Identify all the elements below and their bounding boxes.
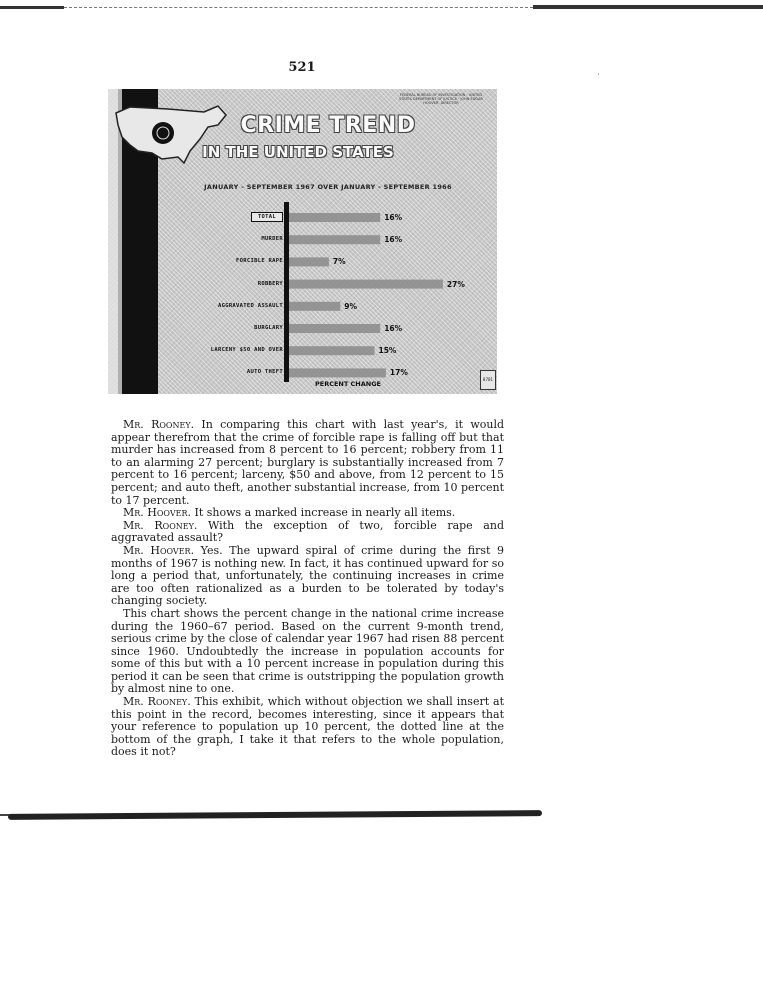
- bottom-rule: [8, 810, 542, 820]
- x-axis-label: PERCENT CHANGE: [314, 380, 381, 388]
- bar-forcible-rape: [289, 257, 329, 266]
- speaker-name: Mr. Rooney.: [123, 418, 195, 431]
- bar-burglary: [289, 324, 380, 333]
- value-label: 16%: [384, 235, 403, 245]
- bar-aggravated-assault: [289, 302, 340, 311]
- bar-robbery: [289, 280, 443, 289]
- category-label: ROBBERY: [257, 280, 283, 287]
- category-label: AUTO THEFT: [246, 369, 283, 376]
- value-label: 7%: [332, 257, 346, 267]
- category-label: TOTAL: [168, 214, 283, 220]
- top-rule: [0, 6, 64, 9]
- chart-axis: [284, 202, 289, 382]
- transcript-paragraph: This chart shows the percent change in the national crime increase during the 1960–67 period. Based on the current 9-month trend, serious crime by the close of calendar year 1967 had risen 88 percent since 1960. Undoubtedly the increase in population accounts for some of this but with a 10 percent increase in population during this period it can be seen that crime is outstripping the population growth by almost nine to one.: [111, 606, 504, 696]
- speaker-name: Mr. Hoover.: [123, 543, 195, 557]
- scan-speck: ·: [597, 70, 600, 80]
- transcript-paragraph: Mr. Hoover. Yes. The upward spiral of crime during the first 9 months of 1967 is nothing new. In fact, it has continued upward for so long a period that, unfortunately, the continuing increases in crime are too often rationalized as a burden to be tolerated by today's changing society.: [111, 543, 504, 608]
- bar-larceny-50-and-over: [289, 346, 375, 355]
- bar-group: [289, 213, 443, 377]
- chart-subtitle: IN THE UNITED STATES: [202, 143, 394, 161]
- value-label: 16%: [384, 213, 403, 222]
- crime-trend-chart: [108, 89, 497, 394]
- speaker-name: Mr. Rooney.: [123, 518, 198, 532]
- transcript-paragraph: Mr. Hoover. It shows a marked increase in nearly all items.: [123, 506, 456, 520]
- bar-total: [289, 213, 380, 222]
- page-number: 521: [288, 60, 316, 75]
- corner-stamp: 8781: [480, 370, 496, 390]
- agency-caption: FEDERAL BUREAU OF INVESTIGATION · UNITED STATES DEPARTMENT OF JUSTICE · JOHN EDGAR HOOVER, DIRECTOR: [399, 93, 483, 105]
- transcript-paragraph: Mr. Rooney. This exhibit, which without objection we shall insert at this point in the record, becomes interesting, since it appears that your reference to population up 10 percent, the dotted line at the bottom of the graph, I take it that refers to the whole population, does it not?: [111, 695, 505, 759]
- transcript-paragraph: Mr. Rooney. With the exception of two, forcible rape and aggravated assault?: [111, 518, 504, 545]
- value-label: 9%: [344, 301, 358, 311]
- chart-left-margin: [108, 89, 122, 394]
- category-label: BURGLARY: [254, 325, 283, 331]
- value-label: 15%: [378, 346, 397, 356]
- category-label: LARCENY $50 AND OVER: [210, 347, 283, 354]
- value-label: 17%: [389, 368, 408, 378]
- category-label: FORCIBLE RAPE: [236, 258, 283, 265]
- value-label: 16%: [384, 324, 403, 333]
- bar-auto-theft: [289, 368, 386, 377]
- category-label: MURDER: [261, 236, 283, 243]
- speaker-name: Mr. Rooney.: [123, 695, 191, 709]
- chart-title: CRIME TREND: [240, 113, 416, 138]
- transcript-text: [111, 419, 504, 759]
- transcript-paragraph: Mr. Rooney. In comparing this chart with last year's, it would appear therefrom that the crime of forcible rape is falling off but that murder has increased from 8 percent to 16 percent; robbery from 11 to an alarming 27 percent; burglary is substantially increased from 7 percent to 16 percent; larceny, $50 and above, from 12 percent to 15 percent; and auto theft, another substantial increase, from 10 percent to 17 percent.: [111, 418, 505, 507]
- value-label: 27%: [446, 279, 465, 289]
- bar-murder: [289, 235, 380, 244]
- top-rule-right: [533, 5, 763, 9]
- top-dotted-rule: [64, 7, 533, 8]
- speaker-name: Mr. Hoover.: [123, 506, 191, 520]
- category-label: AGGRAVATED ASSAULT: [217, 302, 283, 309]
- chart-period: JANUARY - SEPTEMBER 1967 OVER JANUARY - SEPTEMBER 1966: [204, 183, 452, 191]
